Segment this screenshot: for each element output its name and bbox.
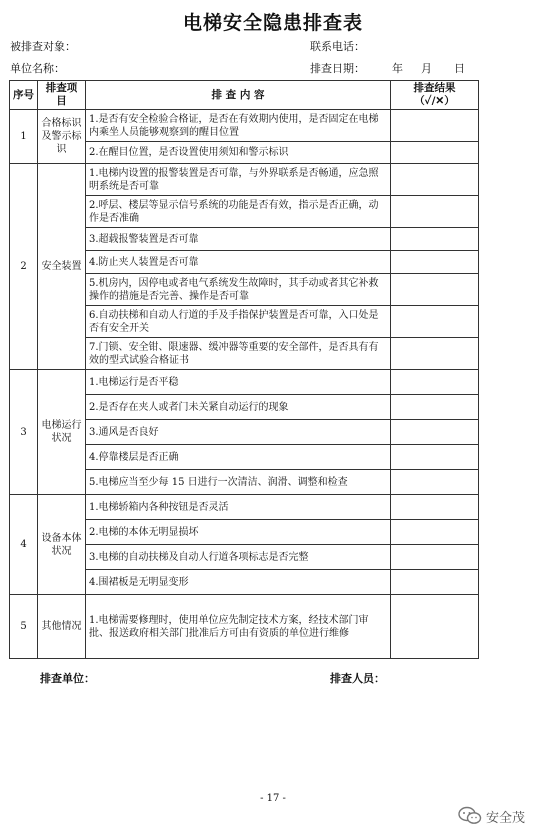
table-row — [10, 370, 479, 395]
header-result-title: 排查结果 — [413, 82, 456, 94]
contact-phone-label: 联系电话： — [310, 40, 365, 53]
result-cell[interactable] — [391, 470, 479, 495]
table-row — [10, 595, 479, 659]
check-item-text: 1.是否有安全检验合格证，是否在有效期内使用，是否固定在电梯内乘坐人员能够观察到的醒目位置 — [86, 110, 391, 142]
inspected-party-label: 被排查对象： — [10, 40, 76, 53]
section-item: 合格标识及警示标识 — [38, 110, 86, 164]
result-cell[interactable] — [391, 251, 479, 274]
result-cell[interactable] — [391, 445, 479, 470]
result-cell[interactable] — [391, 228, 479, 251]
result-cell[interactable] — [391, 545, 479, 570]
check-item-text: 2.呼层、楼层等显示信号系统的功能是否有效，指示是否正确，动作是否准确 — [86, 196, 391, 228]
check-item-text: 4.防止夹人装置是否可靠 — [86, 251, 391, 274]
check-item-text: 1.电梯轿箱内各种按钮是否灵活 — [86, 495, 391, 520]
check-item-text: 1.电梯运行是否平稳 — [86, 370, 391, 395]
check-item-text: 3.超载报警装置是否可靠 — [86, 228, 391, 251]
check-item-text: 1.电梯需要修理时，使用单位应先制定技术方案，经技术部门审批、报送政府相关部门批准后方可由有资质的单位进行维修 — [86, 595, 391, 659]
check-item-text: 4.停靠楼层是否正确 — [86, 445, 391, 470]
section-number: 4 — [10, 495, 38, 595]
section-number: 1 — [10, 110, 38, 164]
inspection-table — [9, 80, 479, 659]
result-cell[interactable] — [391, 495, 479, 520]
result-cell[interactable] — [391, 570, 479, 595]
check-item-text: 4.围裙板是无明显变形 — [86, 570, 391, 595]
check-item-text: 1.电梯内设置的报警装置是否可靠，与外界联系是否畅通，应急照明系统是否可靠 — [86, 164, 391, 196]
section-item: 设备本体状况 — [38, 495, 86, 595]
check-item-text: 3.电梯的自动扶梯及自动人行道各项标志是否完整 — [86, 545, 391, 570]
section-item: 电梯运行状况 — [38, 370, 86, 495]
header-result — [391, 81, 479, 110]
check-item-text: 3.通风是否良好 — [86, 420, 391, 445]
check-item-text: 5.电梯应当至少每 15 日进行一次清洁、润滑、调整和检查 — [86, 470, 391, 495]
result-cell[interactable] — [391, 110, 479, 142]
section-item: 安全装置 — [38, 164, 86, 370]
result-cell[interactable] — [391, 274, 479, 306]
result-cell[interactable] — [391, 370, 479, 395]
table-header-row — [10, 81, 479, 110]
check-item-text: 5.机房内，因停电或者电气系统发生故障时，其手动或者其它补救操作的措施是否完善、操作是否可靠 — [86, 274, 391, 306]
check-item-text: 2.是否存在夹人或者门未关紧自动运行的现象 — [86, 395, 391, 420]
table-row — [10, 495, 479, 520]
header-result-marks: （✓/✕） — [414, 95, 455, 107]
result-cell[interactable] — [391, 520, 479, 545]
check-unit-label: 排查单位： — [40, 672, 95, 685]
section-number: 3 — [10, 370, 38, 495]
header-content: 排 查 内 容 — [86, 81, 391, 110]
header-item: 排查项目 — [38, 81, 86, 110]
check-date-label: 排查日期： — [310, 62, 365, 75]
check-item-text: 6.自动扶梯和自动人行道的手及手指保护装置是否可靠，入口处是否有安全开关 — [86, 306, 391, 338]
document-title: 电梯安全隐患排查表 — [182, 12, 363, 34]
unit-name-label: 单位名称： — [10, 62, 65, 75]
result-cell[interactable] — [391, 306, 479, 338]
result-cell[interactable] — [391, 164, 479, 196]
result-cell[interactable] — [391, 595, 479, 659]
check-item-text: 2.在醒目位置，是否设置使用须知和警示标识 — [86, 142, 391, 164]
date-month-label: 月 — [421, 62, 432, 75]
watermark-text: 安全茂 — [486, 810, 526, 826]
check-item-text: 7.门锁、安全钳、限速器、缓冲器等重要的安全部件，是否具有有效的型式试验合格证书 — [86, 338, 391, 370]
wechat-logo-icon — [458, 806, 482, 826]
watermark — [458, 806, 525, 826]
date-year-label: 年 — [392, 62, 403, 75]
checker-label: 排查人员： — [330, 672, 385, 685]
section-item: 其他情况 — [38, 595, 86, 659]
result-cell[interactable] — [391, 338, 479, 370]
check-item-text: 2.电梯的本体无明显损坏 — [86, 520, 391, 545]
date-day-label: 日 — [454, 62, 465, 75]
section-number: 5 — [10, 595, 38, 659]
table-row — [10, 110, 479, 142]
header-no: 序号 — [10, 81, 38, 110]
section-number: 2 — [10, 164, 38, 370]
page-number: - 17 - — [260, 793, 286, 804]
table-row — [10, 164, 479, 196]
result-cell[interactable] — [391, 196, 479, 228]
result-cell[interactable] — [391, 142, 479, 164]
result-cell[interactable] — [391, 420, 479, 445]
result-cell[interactable] — [391, 395, 479, 420]
